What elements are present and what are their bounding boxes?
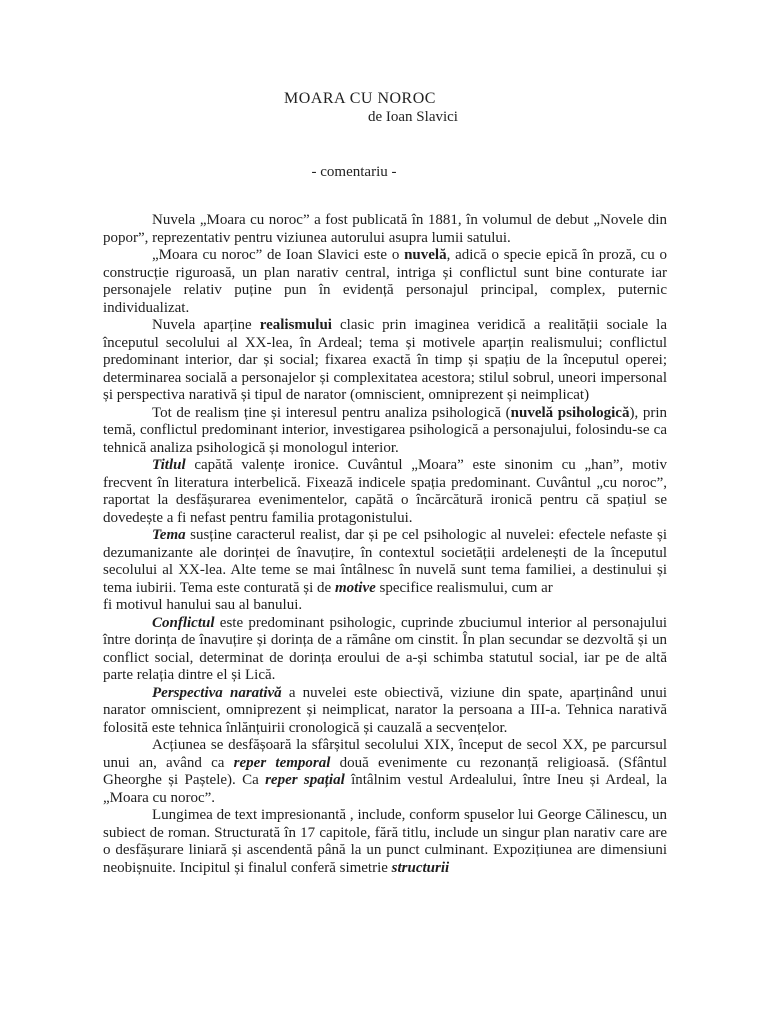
text-run: , adică o specie epică în proză, cu o construcție riguroasă, un plan narativ central, intriga și conflictul sunt bine conturate iar personajele relativ puține pun în evidență personajul principal, complex, puternic individualizat. xyxy=(103,247,667,316)
text-run: reper temporal xyxy=(233,754,331,771)
text-run: Tot de realism ține și interesul pentru analiza psihologică ( xyxy=(152,404,511,421)
text-run: Lungimea de text impresionantă , include, conform spuselor lui George Călinescu, un subiect de roman. Structurată în 17 capitole, fără titlu, include un singur plan narativ care are o desfășurare liniară și ascendentă până la un punct culminant. Expozițiunea are dimensiuni neobișnuite. Incipitul și finalul conferă simetrie xyxy=(103,807,667,876)
paragraph-3 xyxy=(103,317,667,405)
text-run: fi motivul hanului sau al banului. xyxy=(103,597,303,613)
text-run: susține caracterul realist, dar și pe cel psihologic al nuvelei: efectele nefaste și dezumanizante ale dorinței de înavuțire, în contextul societății ardelenești de la începutul secolului al XX-lea. Alte teme se mai întâlnesc în nuvelă sunt tema familiei, a destinului și tema iubirii. Tema este conturată și de xyxy=(103,527,667,596)
document-body xyxy=(0,212,768,877)
section-label: - comentariu - xyxy=(311,164,397,180)
text-run: Acțiunea se desfășoară la sfârșitul secolului XIX, început de secol XX, pe parcursul unui an, având ca xyxy=(103,737,667,771)
text-run: este predominant psihologic, cuprinde zbuciumul interior al personajului între dorința de înavuțire și dorința de a rămâne om cinstit. În plan secundar se dezvoltă și un conflict social, determinat de dorința eroului de a-și schimba statutul social, iar pe de altă parte relația dintre el și Lică. xyxy=(103,614,667,683)
text-run: reper spațial xyxy=(265,772,345,788)
text-run: specifice realismului, cum ar xyxy=(375,579,553,596)
paragraph-2 xyxy=(103,247,667,317)
text-run: Perspectiva narativă xyxy=(152,684,282,701)
text-run: structurii xyxy=(391,859,450,876)
text-run: a nuvelei este obiectivă, viziune din spate, aparținând unui narator omniscient, omniprezent și neimplicat, narator la persoana a III-a. Tehnica narativă folosită este tehnica înlănțuirii cronologică și cauzală a secvențelor. xyxy=(103,684,667,736)
text-run: Nuvela „Moara cu noroc” a fost publicată în 1881, în volumul de debut „Novele din popor”, reprezentativ pentru viziunea autorului asupra lumii satului. xyxy=(103,212,667,246)
text-run: „Moara cu noroc” de Ioan Slavici este o xyxy=(152,247,405,263)
paragraph-7 xyxy=(103,615,667,685)
paragraph-5 xyxy=(103,457,667,527)
text-run: Conflictul xyxy=(152,614,215,631)
text-run: Titlul xyxy=(152,457,186,473)
document-header xyxy=(0,0,768,181)
text-run: Nuvela aparține xyxy=(152,317,260,333)
text-run: realismului xyxy=(259,317,332,333)
text-run: capătă valențe ironice. Cuvântul „Moara” este sinonim cu „han”, motiv frecvent în literatura interbelică. Fixează indicele spația predominant. Cuvântul „cu noroc”, raportat la desfășurarea evenimentelor, capătă o încărcătură ironică pentru că spațiul se dovedește a fi nefast pentru familia protagonistului. xyxy=(103,457,667,526)
document-title: MOARA CU NOROC xyxy=(284,90,436,107)
paragraph-10 xyxy=(103,807,667,877)
paragraph-6 xyxy=(103,527,667,615)
text-run: clasic prin imaginea veridică a realității sociale la începutul secolului al XX-lea, în Ardeal; tema și motivele aparțin realismului; conflictul predominant interior, dar și social; fixarea exactă în timp și spațiu de la începutul operei; determinarea socială a personajelor și complexitatea acestora; stilul sobrul, uneori impersonal și perspectiva narativă și tipul de narator (omniscient, omniprezent și neimplicat) xyxy=(103,317,667,403)
paragraph-8 xyxy=(103,685,667,738)
text-run: motive xyxy=(334,579,376,596)
text-run: nuvelă xyxy=(404,247,447,263)
text-run: Tema xyxy=(152,527,186,543)
text-run: întâlnim vestul Ardealului, între Ineu și Ardeal, la „Moara cu noroc”. xyxy=(103,772,667,806)
text-run: ), prin temă, conflictul predominant interior, investigarea psihologică a personajului, folosindu-se ca tehnică analiza psihologică și monologul interior. xyxy=(103,404,667,456)
text-run: nuvelă psihologică xyxy=(510,404,630,421)
paragraph-9 xyxy=(103,737,667,807)
text-run: două evenimente cu rezonanță religioasă. (Sfântul Gheorghe și Paștele). Ca xyxy=(103,754,667,788)
paragraph-1 xyxy=(103,212,667,247)
document-author: de Ioan Slavici xyxy=(368,109,458,125)
paragraph-4 xyxy=(103,405,667,458)
